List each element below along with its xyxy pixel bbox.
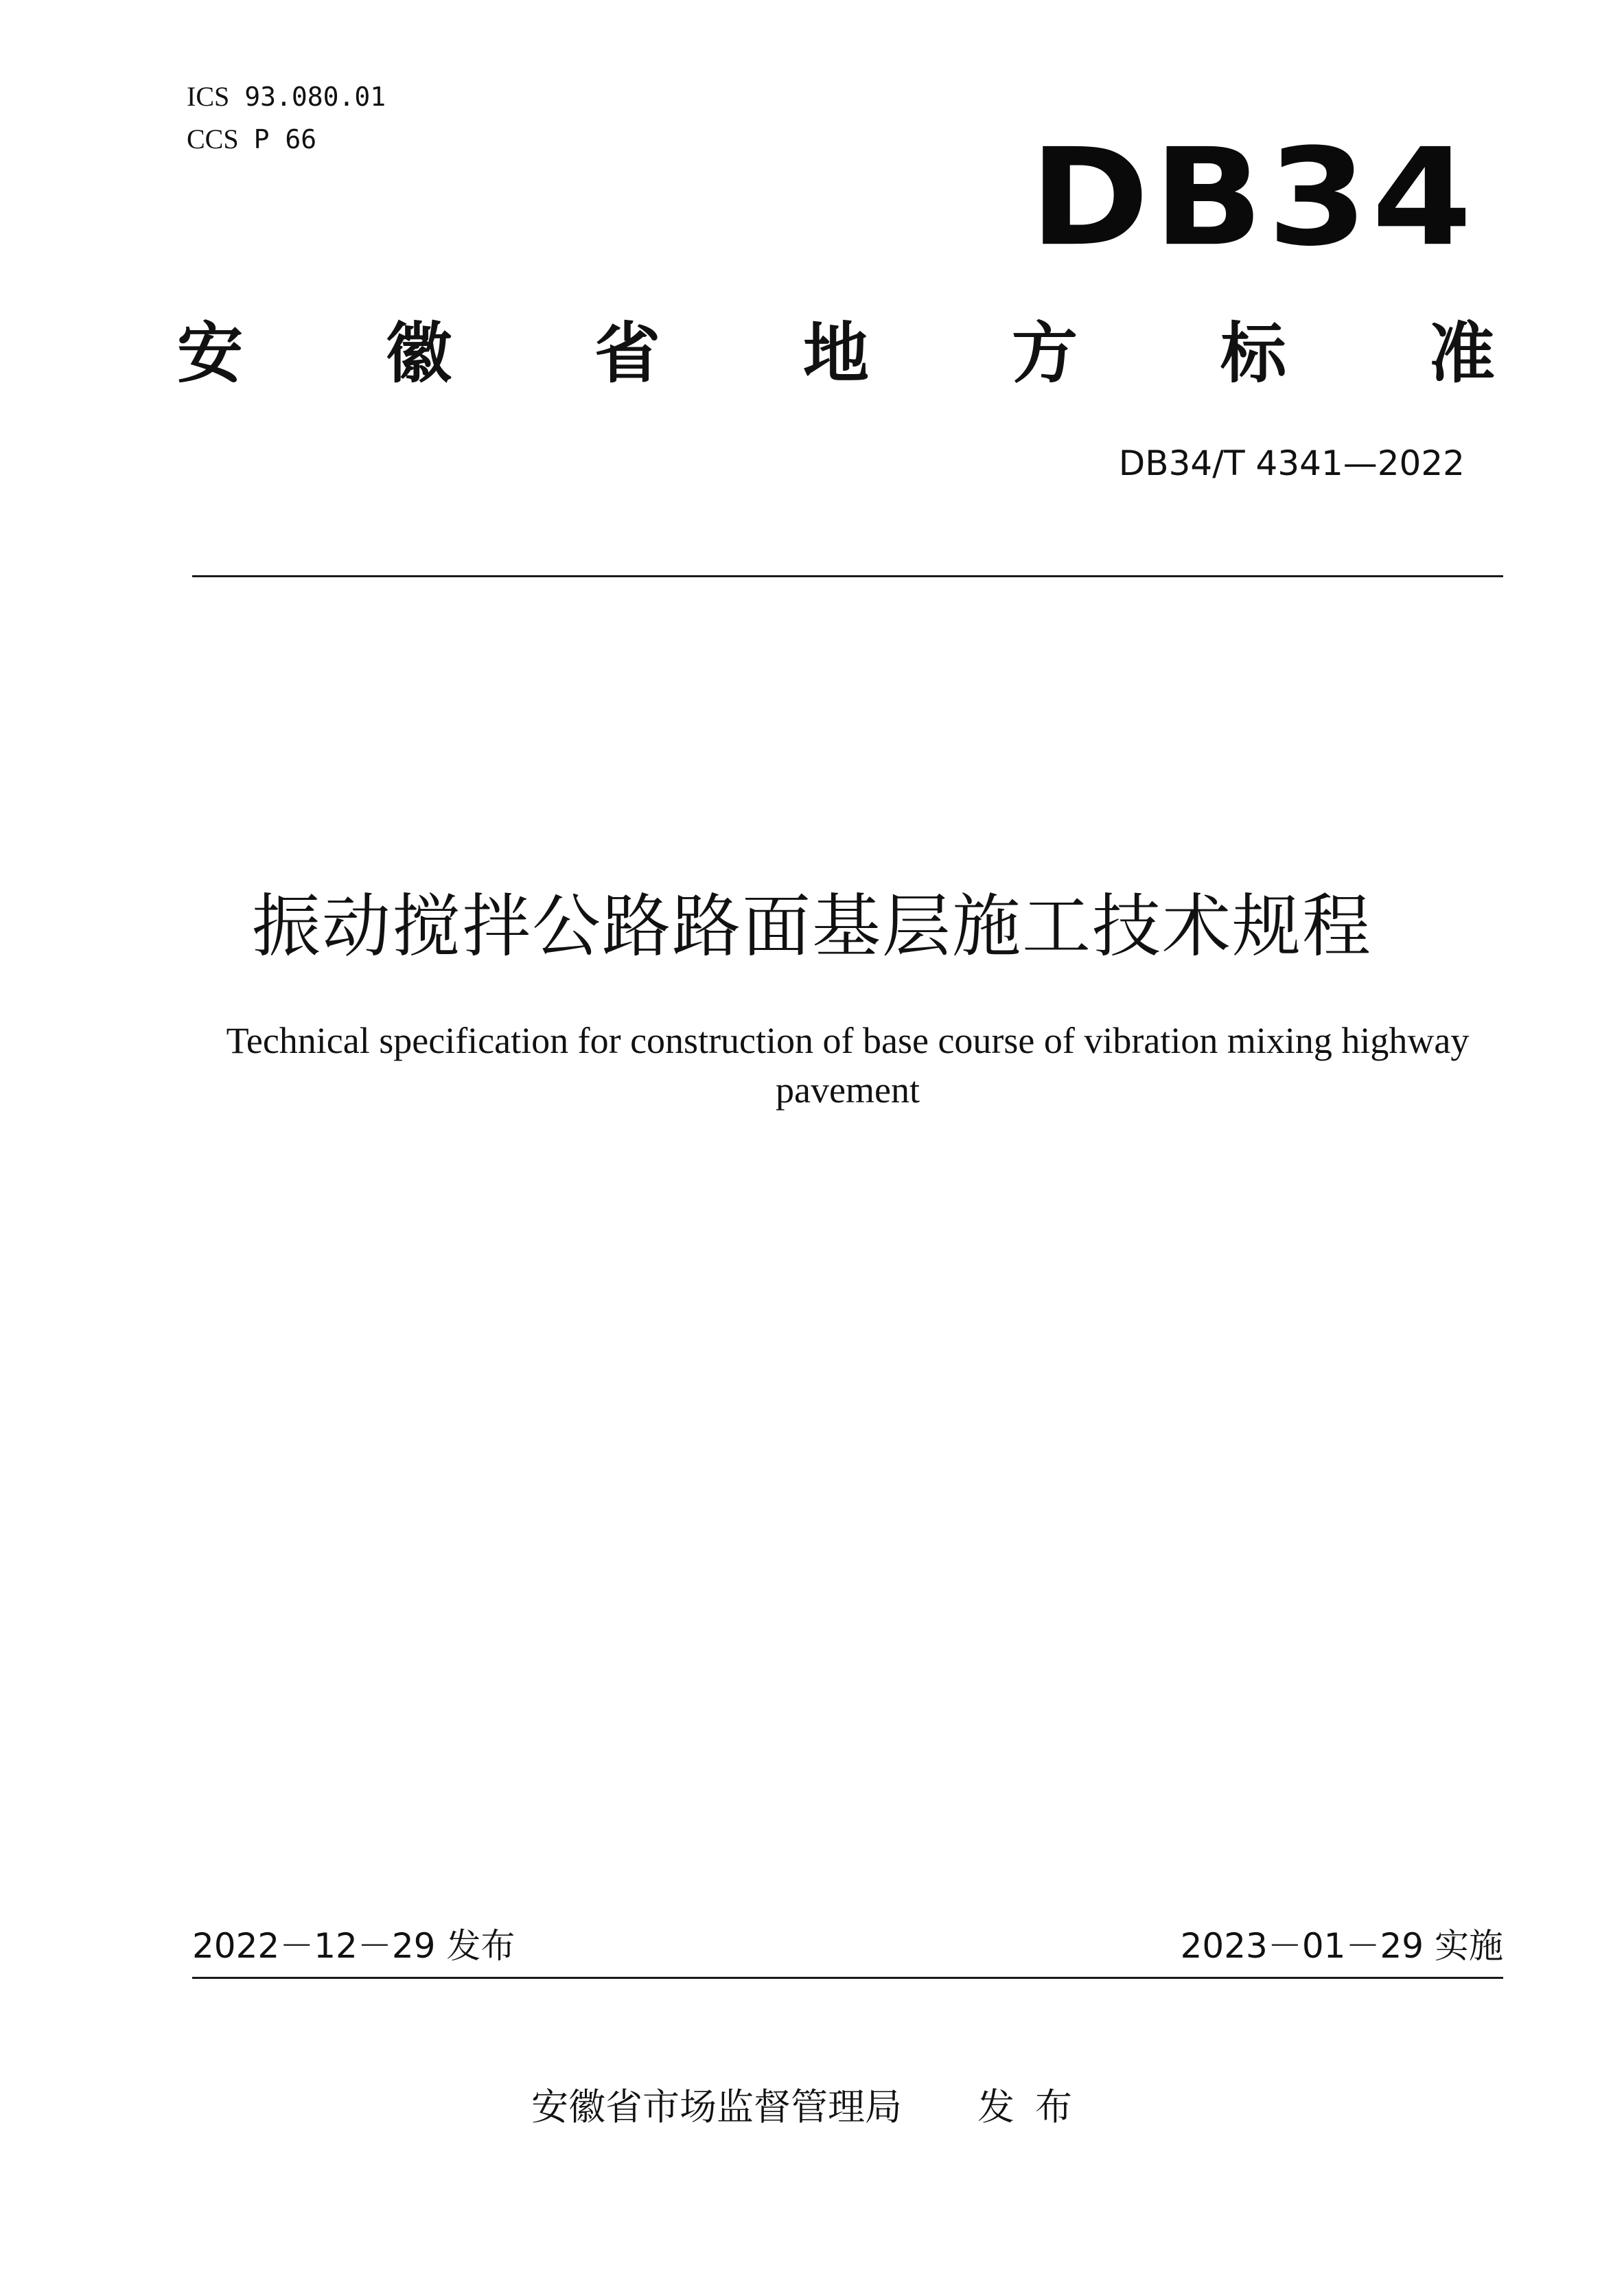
standard-number: DB34/T 4341—2022: [1118, 443, 1465, 483]
document-title-en: [199, 1016, 1496, 1115]
publisher-action: 发布: [977, 2085, 1093, 2129]
ccs-code: [187, 118, 386, 161]
document-title-en-line2: pavement: [776, 1069, 920, 1111]
ics-label: ICS: [187, 81, 230, 112]
classification-codes: [187, 76, 386, 161]
standard-mark-logo: DB34: [1030, 119, 1476, 276]
standard-type-char: 准: [1429, 315, 1495, 392]
ics-code: [187, 76, 386, 118]
standard-type-heading: [177, 312, 1495, 395]
standard-type-char: 地: [803, 315, 869, 392]
document-title-zh: 振动搅拌公路路面基层施工技术规程: [252, 886, 1372, 966]
standard-type-char: 省: [594, 315, 660, 392]
standard-type-char: 安: [177, 315, 243, 392]
ccs-label: CCS: [187, 124, 239, 154]
issue-date: 2022－12－29 发布: [192, 1926, 515, 1966]
standard-type-char: 方: [1012, 315, 1078, 392]
ccs-value: P 66: [253, 124, 317, 154]
ics-value: 93.080.01: [244, 82, 386, 112]
publisher-name: 安徽省市场监督管理局: [531, 2085, 902, 2129]
standard-type-char: 徽: [386, 315, 452, 392]
implementation-date: 2023－01－29 实施: [1180, 1926, 1503, 1966]
publisher-line: [0, 2080, 1624, 2135]
footer-divider: [192, 1977, 1503, 1979]
header-divider: [192, 575, 1503, 577]
document-title-en-line1: Technical specification for construction of base course of vibration mixing highway: [226, 1020, 1470, 1061]
standard-type-char: 标: [1220, 315, 1286, 392]
